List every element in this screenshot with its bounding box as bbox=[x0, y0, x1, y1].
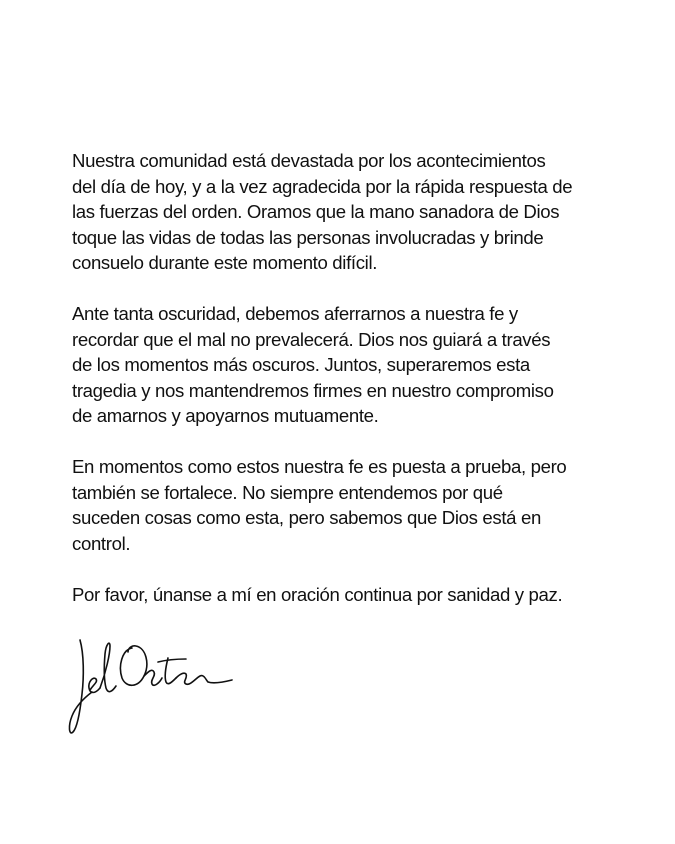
paragraph-2: Ante tanta oscuridad, debemos aferrarnos a nuestra fe y recordar que el mal no prevalecerá. Dios nos guiará a través de los momentos más oscuros. Juntos, superaremos esta tragedia y nos mantendremos firmes en nuestro compromiso de amarnos y apoyarnos mutuamente. bbox=[72, 303, 554, 426]
letter-body bbox=[72, 148, 632, 633]
handwritten-signature bbox=[66, 632, 236, 742]
paragraph-3: En momentos como estos nuestra fe es puesta a prueba, pero también se fortalece. No siempre entendemos por qué suceden cosas como esta, pero sabemos que Dios está en control. bbox=[72, 456, 567, 554]
paragraph-4: Por favor, únanse a mí en oración continua por sanidad y paz. bbox=[72, 583, 563, 605]
paragraph-1: Nuestra comunidad está devastada por los acontecimientos del día de hoy, y a la vez agradecida por la rápida respuesta de las fuerzas del orden. Oramos que la mano sanadora de Dios toque las vidas de todas las personas involucradas y brinde consuelo durante este momento difícil. bbox=[72, 150, 573, 273]
